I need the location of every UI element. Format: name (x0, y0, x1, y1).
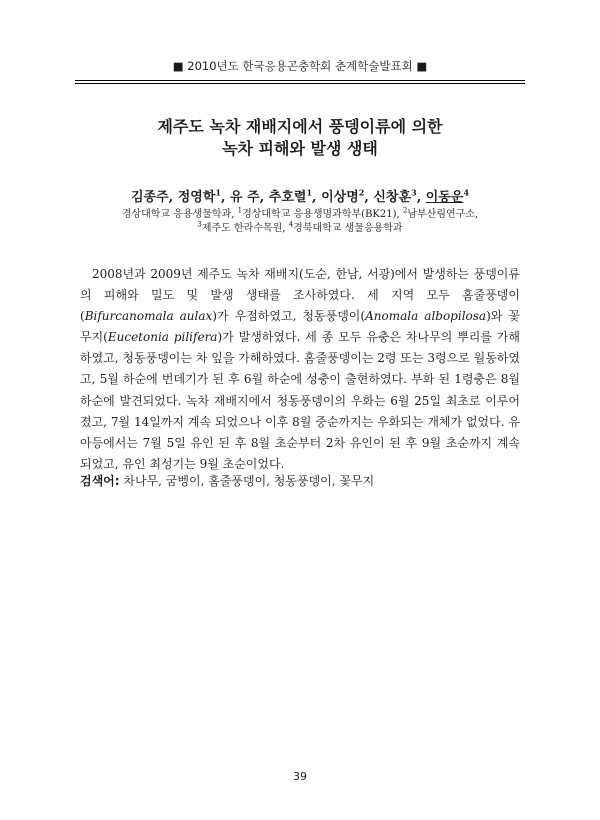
paper-title-line2: 녹차 피해와 발생 생태 (222, 139, 378, 158)
author-list: 김종주, 정영학$^1$, 유 주, 추호렬$^1$, 이상명$^2$, 신창훈$^3$, 이동운$^4$ (130, 187, 470, 205)
affiliation-line1 (0, 208, 600, 222)
author-name: 이상명 (321, 190, 359, 205)
affiliation-sup: 3 (197, 220, 202, 229)
author-sup: 1 (306, 187, 313, 198)
keywords-text: 차나무, 굼벵이, 홈줄풍뎅이, 청동풍뎅이, 꽃무지 (119, 474, 375, 488)
author-name: 김종주 (130, 190, 169, 205)
author-sup: 2 (358, 187, 365, 198)
affiliation-text: 경상대학교 응용생물학과, (121, 209, 238, 220)
affiliation-line2 (0, 222, 600, 236)
abstract-text: )와 꽃무지( (80, 309, 520, 345)
header-rule-top (75, 80, 525, 81)
species-name: Anomala albopilosa (365, 309, 487, 324)
affiliation-sup: 1 (237, 206, 243, 215)
abstract (80, 264, 520, 475)
author-name: 추호렬 (268, 190, 307, 205)
corresponding-author-name: 이동운 (425, 190, 464, 205)
species-name: Bifurcanomala aulax (84, 309, 213, 324)
author-name: 정영학 (177, 190, 216, 205)
author-name: 유 주 (230, 190, 260, 205)
keywords (80, 472, 520, 489)
keywords-label: 검색어: (80, 474, 120, 488)
species-name: Eucetonia pilifera (107, 330, 218, 345)
paper-title-line1: 제주도 녹차 재배지에서 풍뎅이류에 의한 (157, 117, 443, 136)
author-sup: 1 (215, 187, 221, 198)
author-name: 신창훈 (373, 190, 412, 205)
affiliation-text: 경상대학교 응용생명과학부(BK21), (242, 209, 403, 220)
author-sup: 4 (463, 187, 470, 198)
page-number: 39 (293, 770, 307, 783)
abstract-text: )가 우점하였고, 청동풍뎅이( (212, 309, 366, 324)
header-rule-bottom (75, 83, 525, 84)
abstract-text: )가 발생하였다. 세 종 모두 유충은 차나무의 뿌리를 가해하였고, 청동풍뎅이는 차 잎을 가해하였다. 홈줄풍뎅이는 2령 또는 3령으로 월동하였고, 5월 하순에 번데기가 된 후 6월 하순에 성충이 출현하였다. 부화 된 1령충은 8월 하순에 발견되었다. 녹차 재배지에서 청동풍뎅이의 우화는 6월 25일 최초로 이루어졌고, 7월 14일까지 계속 되었으나 이후 8월 중순까지는 우화되는 개체가 없었다. 유아등에서는 7월 5일 유인 된 후 8월 초순부터 2차 유인이 된 후 9월 초순까지 계속 되었고, 유인 최성기는 9월 초순이었다. (80, 330, 520, 471)
affiliation-text: 제주도 한라수목원, (201, 223, 289, 234)
affiliation-sup: 4 (288, 220, 294, 229)
affiliation-text: 남부산림연구소, (407, 209, 479, 220)
author-sup: 3 (411, 187, 417, 198)
abstract-text: 2008년과 2009년 제주도 녹차 재배지(도순, 한남, 서광)에서 발생하는 풍뎅이류의 피해와 밀도 및 발생 생태를 조사하였다. 세 지역 모두 홈줄풍뎅이( (80, 267, 520, 324)
affiliation-text: 경북대학교 생물응용학과 (293, 223, 403, 234)
conference-header: ■ 2010년도 한국응용곤충학회 춘계학술발표회 ■ (172, 59, 428, 73)
affiliation-sup: 2 (402, 206, 408, 215)
abstract-paragraph (80, 264, 520, 475)
